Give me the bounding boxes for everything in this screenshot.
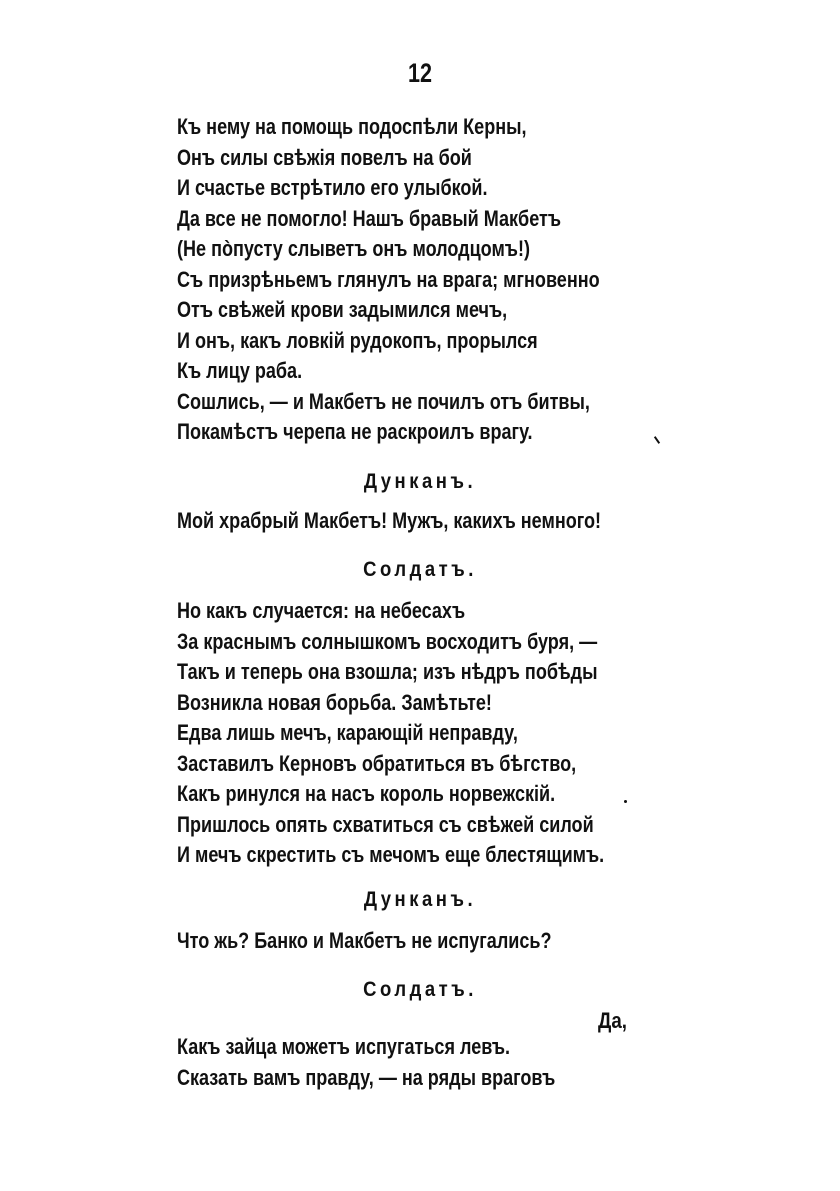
verse-line: Мой храбрый Макбетъ! Мужъ, какихъ немного! bbox=[177, 508, 602, 533]
verse-line: И мечъ скрестить съ мечомъ еще блестящимъ. bbox=[177, 842, 605, 867]
verse-line: Возникла новая борьба. Замѣтьте! bbox=[177, 689, 492, 715]
verse-line: Что жь? Банко и Макбетъ не испугались? bbox=[177, 928, 552, 953]
verse-line: Какъ ринулся на насъ король норвежскій. bbox=[177, 781, 556, 806]
verse-line: Съ призрѣньемъ глянулъ на врага; мгновенно bbox=[177, 266, 600, 292]
soldier-speech-1 bbox=[177, 112, 692, 448]
verse-line-continuation: Да, bbox=[598, 1008, 627, 1033]
verse-line: Пришлось опять схватиться съ свѣжей силой bbox=[177, 811, 594, 837]
verse-line: И онъ, какъ ловкій рудокопъ, прорылся bbox=[177, 327, 538, 353]
verse-line: Какъ зайца можетъ испугаться левъ. bbox=[177, 1034, 511, 1059]
page-number: 12 bbox=[407, 58, 433, 88]
duncan-speech-2 bbox=[177, 926, 634, 957]
verse-line: Сошлись, — и Макбетъ не почилъ отъ битвы, bbox=[177, 388, 590, 414]
verse-line: Едва лишь мечъ, карающій неправду, bbox=[177, 720, 518, 745]
verse-line: Такъ и теперь она взошла; изъ нѣдръ побѣды bbox=[177, 659, 598, 684]
speaker-heading-duncan: Дунканъ. bbox=[363, 888, 477, 911]
ink-dot bbox=[624, 800, 627, 803]
speaker-heading-soldier: Солдатъ. bbox=[363, 558, 477, 581]
speaker-heading-duncan: Дунканъ. bbox=[363, 470, 477, 493]
speaker-heading-soldier: Солдатъ. bbox=[363, 978, 477, 1001]
verse-line: За краснымъ солнышкомъ восходитъ буря, — bbox=[177, 628, 598, 654]
verse-line: Онъ силы свѣжія повелъ на бой bbox=[177, 144, 472, 170]
verse-line: Заставилъ Керновъ обратиться въ бѣгство, bbox=[177, 750, 577, 776]
soldier-speech-2 bbox=[177, 596, 698, 871]
verse-line: (Не пòпусту слыветъ онъ молодцомъ!) bbox=[177, 236, 530, 261]
verse-line: Къ лицу раба. bbox=[177, 358, 303, 383]
verse-line: Да все не помогло! Нашъ бравый Макбетъ bbox=[177, 205, 561, 231]
verse-line: Но какъ случается: на небесахъ bbox=[177, 598, 466, 623]
verse-line: Покамѣстъ черепа не раскроилъ врагу. bbox=[177, 419, 533, 444]
verse-line: Отъ свѣжей крови задымился мечъ, bbox=[177, 297, 508, 322]
verse-line: Къ нему на помощь подоспѣли Керны, bbox=[177, 114, 527, 139]
verse-line: И счастье встрѣтило его улыбкой. bbox=[177, 175, 488, 200]
verse-line: Сказать вамъ правду, — на ряды враговъ bbox=[177, 1064, 556, 1090]
soldier-speech-3 bbox=[177, 1032, 638, 1093]
duncan-speech-1 bbox=[177, 506, 694, 537]
